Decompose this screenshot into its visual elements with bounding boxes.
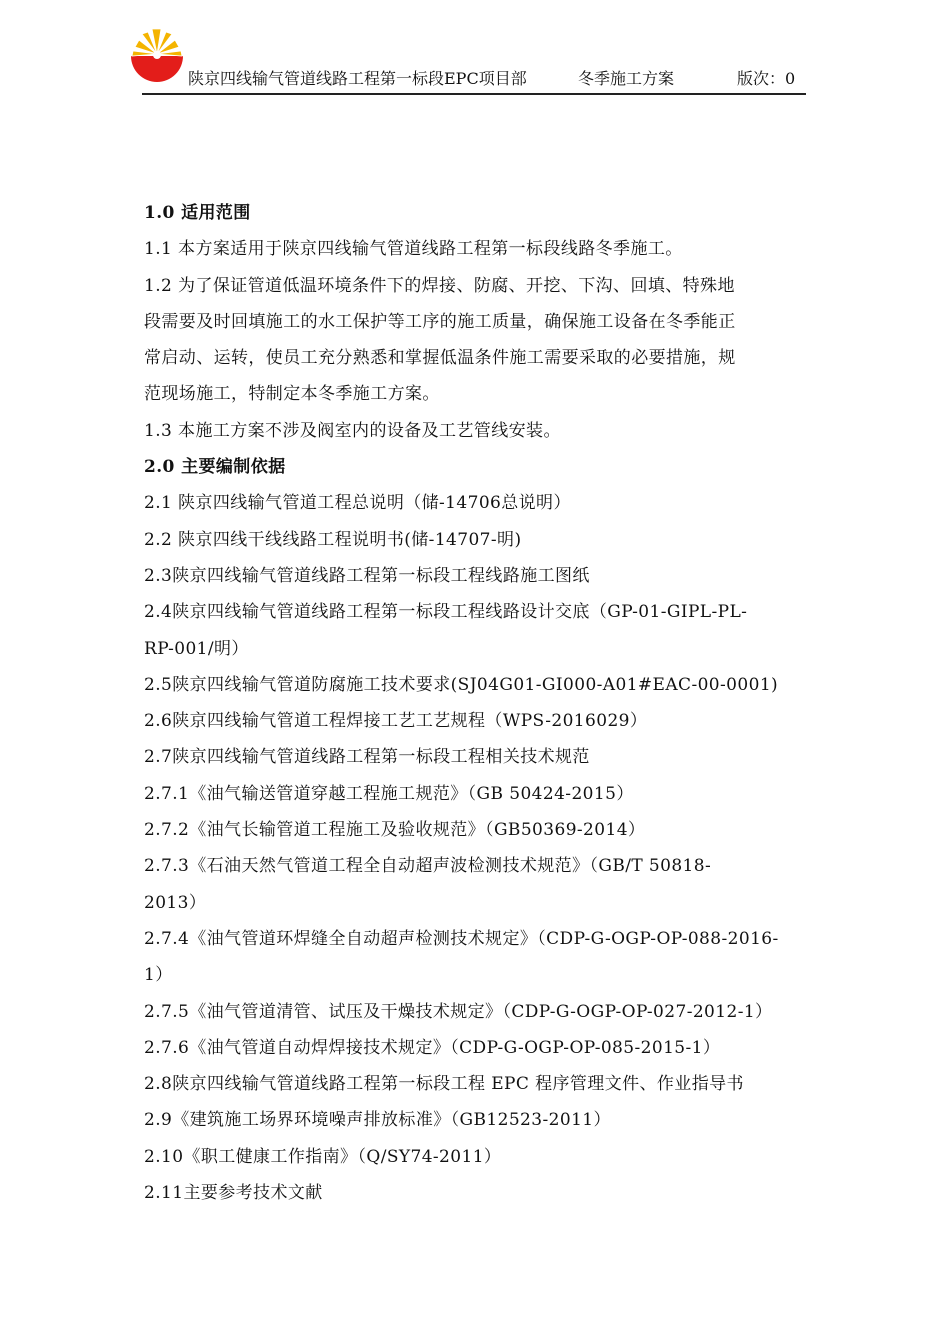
text-line: 2013） [144,892,207,913]
text-line: 2.7.6《油气管道自动焊焊接技术规定》（CDP-G-OGP-OP-085-2015-1） [144,1037,721,1058]
section-heading: 2.0 主要编制依据 [144,457,286,478]
text-line: 2.7.3《石油天然气管道工程全自动超声波检测技术规范》（GB/T 50818- [144,856,712,877]
text-line: 1.2 为了保证管道低温环境条件下的焊接、防腐、开挖、下沟、回填、特殊地 [144,275,735,296]
header-document-title: 冬季施工方案 [578,69,675,88]
document-body [144,195,804,1211]
section-heading: 1.0 适用范围 [144,203,251,223]
text-line: 常启动、运转，使员工充分熟悉和掌握低温条件施工需要采取的必要措施，规 [144,348,736,369]
header-divider [142,93,806,95]
text-line: 1） [144,965,173,986]
text-line: 段需要及时回填施工的水工保护等工序的施工质量，确保施工设备在冬季能正 [144,311,736,332]
text-line: 2.7.2《油气长输管道工程施工及验收规范》（GB50369-2014） [144,820,646,841]
text-line: 2.3陕京四线输气管道线路工程第一标段工程线路施工图纸 [144,565,590,586]
header-project-name: 陕京四线输气管道线路工程第一标段EPC项目部 [188,69,527,88]
text-line: RP-001/明） [144,638,249,659]
text-line: 2.5陕京四线输气管道防腐施工技术要求(SJ04G01-GI000-A01#EAC-00-0001) [144,674,779,695]
text-line: 2.8陕京四线输气管道线路工程第一标段工程 EPC 程序管理文件、作业指导书 [144,1074,744,1095]
company-logo [128,26,186,82]
text-line: 2.2 陕京四线干线线路工程说明书(储-14707-明) [144,529,522,550]
text-line: 2.7.1《油气输送管道穿越工程施工规范》（GB 50424-2015） [144,783,634,804]
text-line: 2.11主要参考技术文献 [144,1183,323,1204]
header-version: 版次：0 [737,69,796,88]
text-line: 1.3 本施工方案不涉及阀室内的设备及工艺管线安装。 [144,420,561,441]
text-line: 范现场施工，特制定本冬季施工方案。 [144,384,440,405]
text-line: 2.6陕京四线输气管道工程焊接工艺工艺规程（WPS-2016029） [144,711,648,732]
text-line: 1.1 本方案适用于陕京四线输气管道线路工程第一标段线路冬季施工。 [144,239,683,260]
text-line: 2.1 陕京四线输气管道工程总说明（储-14706总说明） [144,493,571,514]
text-line: 2.4陕京四线输气管道线路工程第一标段工程线路设计交底（GP-01-GIPL-PL- [144,602,748,623]
text-line: 2.7.4《油气管道环焊缝全自动超声检测技术规定》（CDP-G-OGP-OP-088-2016- [144,928,779,949]
text-line: 2.9《建筑施工场界环境噪声排放标准》（GB12523-2011） [144,1110,611,1131]
text-line: 2.7陕京四线输气管道线路工程第一标段工程相关技术规范 [144,747,590,768]
text-line: 2.10《职工健康工作指南》（Q/SY74-2011） [144,1146,502,1167]
text-line: 2.7.5《油气管道清管、试压及干燥技术规定》（CDP-G-OGP-OP-027-2012-1） [144,1001,773,1022]
